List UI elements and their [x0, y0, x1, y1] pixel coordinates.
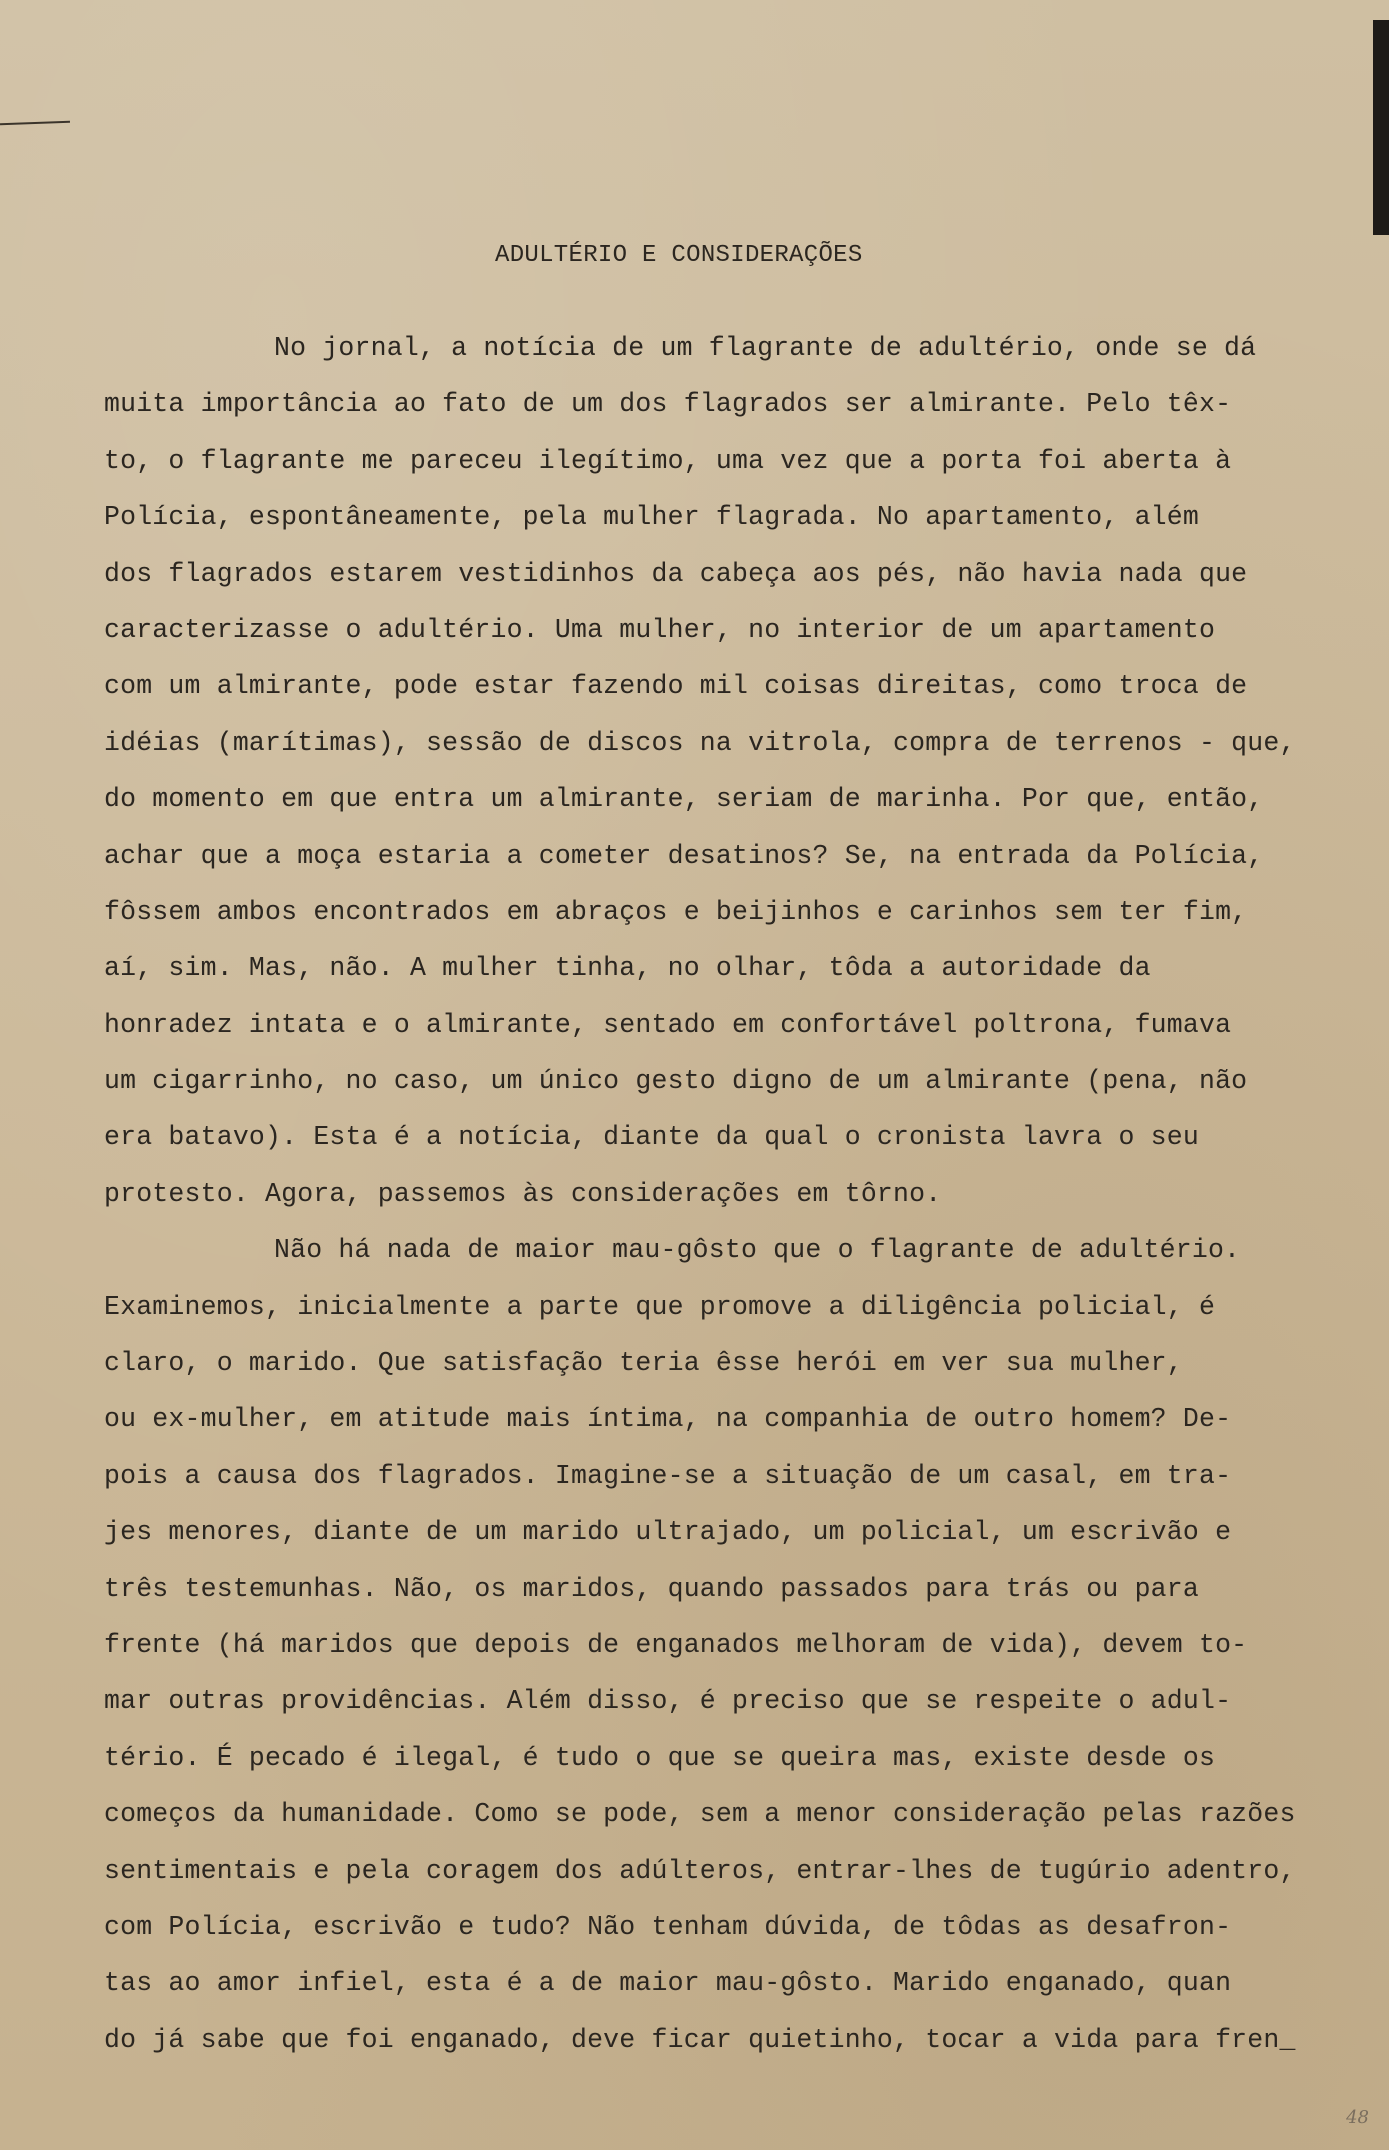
text-line: dos flagrados estarem vestidinhos da cabeça aos pés, não havia nada que: [104, 558, 1248, 589]
document-body: [104, 320, 1364, 2068]
text-line: honradez intata e o almirante, sentado em confortável poltrona, fumava: [104, 1009, 1232, 1040]
text-line: tério. É pecado é ilegal, é tudo o que se queira mas, existe desde os: [104, 1742, 1216, 1773]
document-title: ADULTÉRIO E CONSIDERAÇÕES: [495, 242, 863, 269]
page-number-note: 48: [1346, 2107, 1369, 2128]
text-line: com um almirante, pode estar fazendo mil coisas direitas, como troca de: [104, 671, 1248, 702]
text-line: tas ao amor infiel, esta é a de maior mau-gôsto. Marido enganado, quan: [104, 1968, 1232, 1999]
scan-edge-bar: [1373, 20, 1389, 235]
text-line: sentimentais e pela coragem dos adúlteros, entrar-lhes de tugúrio adentro,: [104, 1855, 1296, 1886]
text-line: idéias (marítimas), sessão de discos na vitrola, compra de terrenos - que,: [104, 727, 1296, 758]
text-line: claro, o marido. Que satisfação teria êsse herói em ver sua mulher,: [104, 1348, 1183, 1379]
text-line: com Polícia, escrivão e tudo? Não tenham dúvida, de tôdas as desafron-: [104, 1911, 1232, 1942]
text-line: do já sabe que foi enganado, deve ficar quietinho, tocar a vida para fren_: [104, 2024, 1296, 2055]
text-line: achar que a moça estaria a cometer desatinos? Se, na entrada da Polícia,: [104, 840, 1264, 871]
text-line: era batavo). Esta é a notícia, diante da qual o cronista lavra o seu: [104, 1122, 1199, 1153]
text-line: to, o flagrante me pareceu ilegítimo, uma vez que a porta foi aberta à: [104, 445, 1232, 476]
text-line: protesto. Agora, passemos às considerações em tôrno.: [104, 1178, 942, 1209]
text-line: pois a causa dos flagrados. Imagine-se a situação de um casal, em tra-: [104, 1460, 1232, 1491]
text-line: muita importância ao fato de um dos flagrados ser almirante. Pelo têx-: [104, 389, 1232, 420]
text-line: ou ex-mulher, em atitude mais íntima, na companhia de outro homem? De-: [104, 1404, 1232, 1435]
text-line: aí, sim. Mas, não. A mulher tinha, no olhar, tôda a autoridade da: [104, 953, 1151, 984]
text-line: jes menores, diante de um marido ultrajado, um policial, um escrivão e: [104, 1517, 1232, 1548]
text-line: Polícia, espontâneamente, pela mulher flagrada. No apartamento, além: [104, 502, 1199, 533]
text-line: começos da humanidade. Como se pode, sem a menor consideração pelas razões: [104, 1799, 1296, 1830]
text-line: Examinemos, inicialmente a parte que promove a diligência policial, é: [104, 1291, 1216, 1322]
text-line: mar outras providências. Além disso, é preciso que se respeite o adul-: [104, 1686, 1232, 1717]
text-line: Não há nada de maior mau-gôsto que o flagrante de adultério.: [274, 1235, 1241, 1266]
text-line: três testemunhas. Não, os maridos, quando passados para trás ou para: [104, 1573, 1199, 1604]
text-line: caracterizasse o adultério. Uma mulher, no interior de um apartamento: [104, 614, 1216, 645]
text-line: No jornal, a notícia de um flagrante de adultério, onde se dá: [274, 333, 1257, 363]
text-line: frente (há maridos que depois de enganados melhoram de vida), devem to-: [104, 1629, 1248, 1660]
text-line: fôssem ambos encontrados em abraços e beijinhos e carinhos sem ter fim,: [104, 896, 1248, 927]
text-line: do momento em que entra um almirante, seriam de marinha. Por que, então,: [104, 784, 1264, 815]
margin-pen-mark: [0, 121, 70, 125]
text-line: um cigarrinho, no caso, um único gesto digno de um almirante (pena, não: [104, 1066, 1248, 1097]
